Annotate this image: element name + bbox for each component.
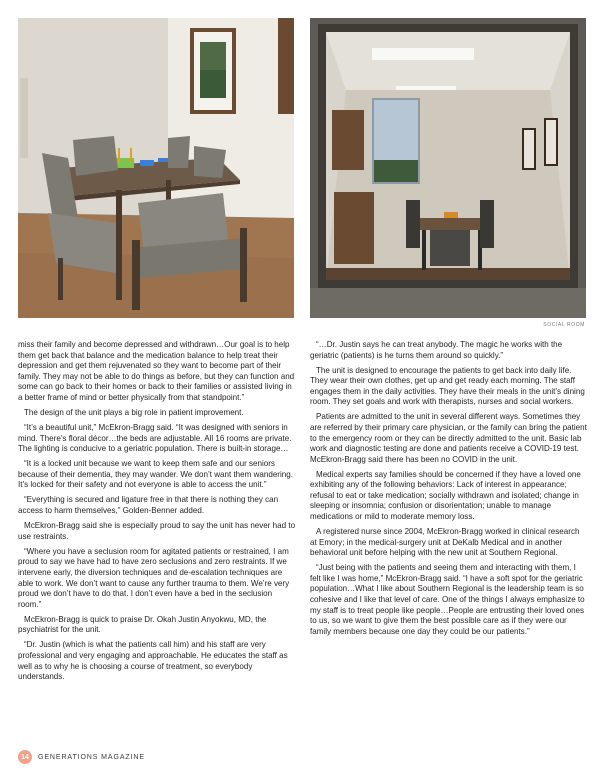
- paragraph: “Just being with the patients and seeing them and interacting with them, I felt like I was home,” McEkron-Bragg said. “I have a soft spot for the geriatric population…What I like about Southern Regional is the leadership team is so cohesive and I like that level of care. One of the things I always emphasize to my staff is to treat people like people…People are entrusting their loved ones to us, so we want to give them the best possible care as if they were our family members because one day they could be our patients.”: [310, 563, 585, 636]
- paragraph: The unit is designed to encourage the patients to get back into daily life. They wear their own clothes, get up and get ready each morning. The staff engages them in the daily activities. They have their meals in the unit’s dining room. They set goals and work with therapists, nurses and social workers.: [310, 365, 585, 407]
- paragraph: “It’s a beautiful unit,” McEkron-Bragg said. “It was designed with seniors in mind. There’s floral décor…the beds are adjustable. All 16 rooms are private. The lighting is conducive to a geriatric population. There is built-in storage…: [18, 423, 292, 454]
- paragraph: Patients are admitted to the unit in several different ways. Sometimes they are referred by their primary care physician, or the family can bring the patient to the emergency room or they can be directly admitted to the unit. Basic lab work and diagnostic testing are done and patients receive a COVID-19 test. McEkron-Bragg said there has been no COVID in the unit.: [310, 412, 587, 464]
- paragraph: A registered nurse since 2004, McEkron-Bragg worked in clinical research at Emory; in the medical-surgery unit at DeKalb Medical and in another behavioral unit before helping with the new unit at Southern Regional.: [310, 527, 580, 558]
- paragraph: Medical experts say families should be concerned if they have a loved one exhibiting any of the following behaviors: Lack of interest in appearance; refusal to eat or take medication; socially withdrawn and isolated; change in sleeping or insomnia; confusion or disorientation; unable to manage medications or mild to moderate memory loss.: [310, 469, 581, 521]
- paragraph: McEkron-Bragg is quick to praise Dr. Okah Justin Anyokwu, MD, the psychiatrist for the unit.: [18, 614, 267, 635]
- article-column-left: [18, 340, 296, 687]
- paragraph: “Where you have a seclusion room for agitated patients or restrained, I am proud to say we have had to have zero seclusions and zero restraints. If we intervene early, the diversion techniques and de-escalation techniques are able to work. We don’t want to cause any further trauma to them. We’re very proud we don’t have to do that. I don’t even have a bed in the seclusion room.”: [18, 546, 290, 609]
- page-footer: [18, 750, 145, 764]
- paragraph: “It is a locked unit because we want to keep them safe and our seniors because of their dementia, they may wander. We don’t want them wandering. It’s locked for their safety and not everyone is able to access the unit.”: [18, 459, 293, 490]
- dining-room-photo: [18, 18, 294, 318]
- article-column-right: [310, 340, 588, 642]
- paragraph: “Everything is secured and ligature free in that there is nothing they can access to harm themselves,” Golden-Benner added.: [18, 495, 279, 516]
- social-room-photo: [310, 18, 586, 318]
- paragraph: “…Dr. Justin says he can treat anybody. The magic he works with the geriatric (patients) is he turns them around so quickly.”: [310, 340, 563, 360]
- photo-caption: SOCIAL ROOM: [543, 322, 585, 328]
- paragraph: McEkron-Bragg said she is especially proud to say the unit has never had to use restraints.: [18, 521, 296, 541]
- paragraph: miss their family and become depressed and withdrawn…Our goal is to help them get back that balance and the medication balance to help treat their depression and get them rejuvenated so they want to become part of their family. They may not be able to do things as before, but they can function and some can go back to their homes or back to their families or assisted living in a better frame of mind or better physically from that standpoint.”: [18, 340, 295, 402]
- magazine-name: GENERATIONS MAGAZINE: [38, 753, 145, 761]
- paragraph: “Dr. Justin (which is what the patients call him) and his staff are very professional and very engaging and approachable. He educates the staff as well as to why he is choosing a course of treatment, so everybody understands.: [18, 640, 288, 682]
- paragraph: The design of the unit plays a big role in patient improvement.: [24, 407, 244, 417]
- page-number: 14: [18, 750, 32, 764]
